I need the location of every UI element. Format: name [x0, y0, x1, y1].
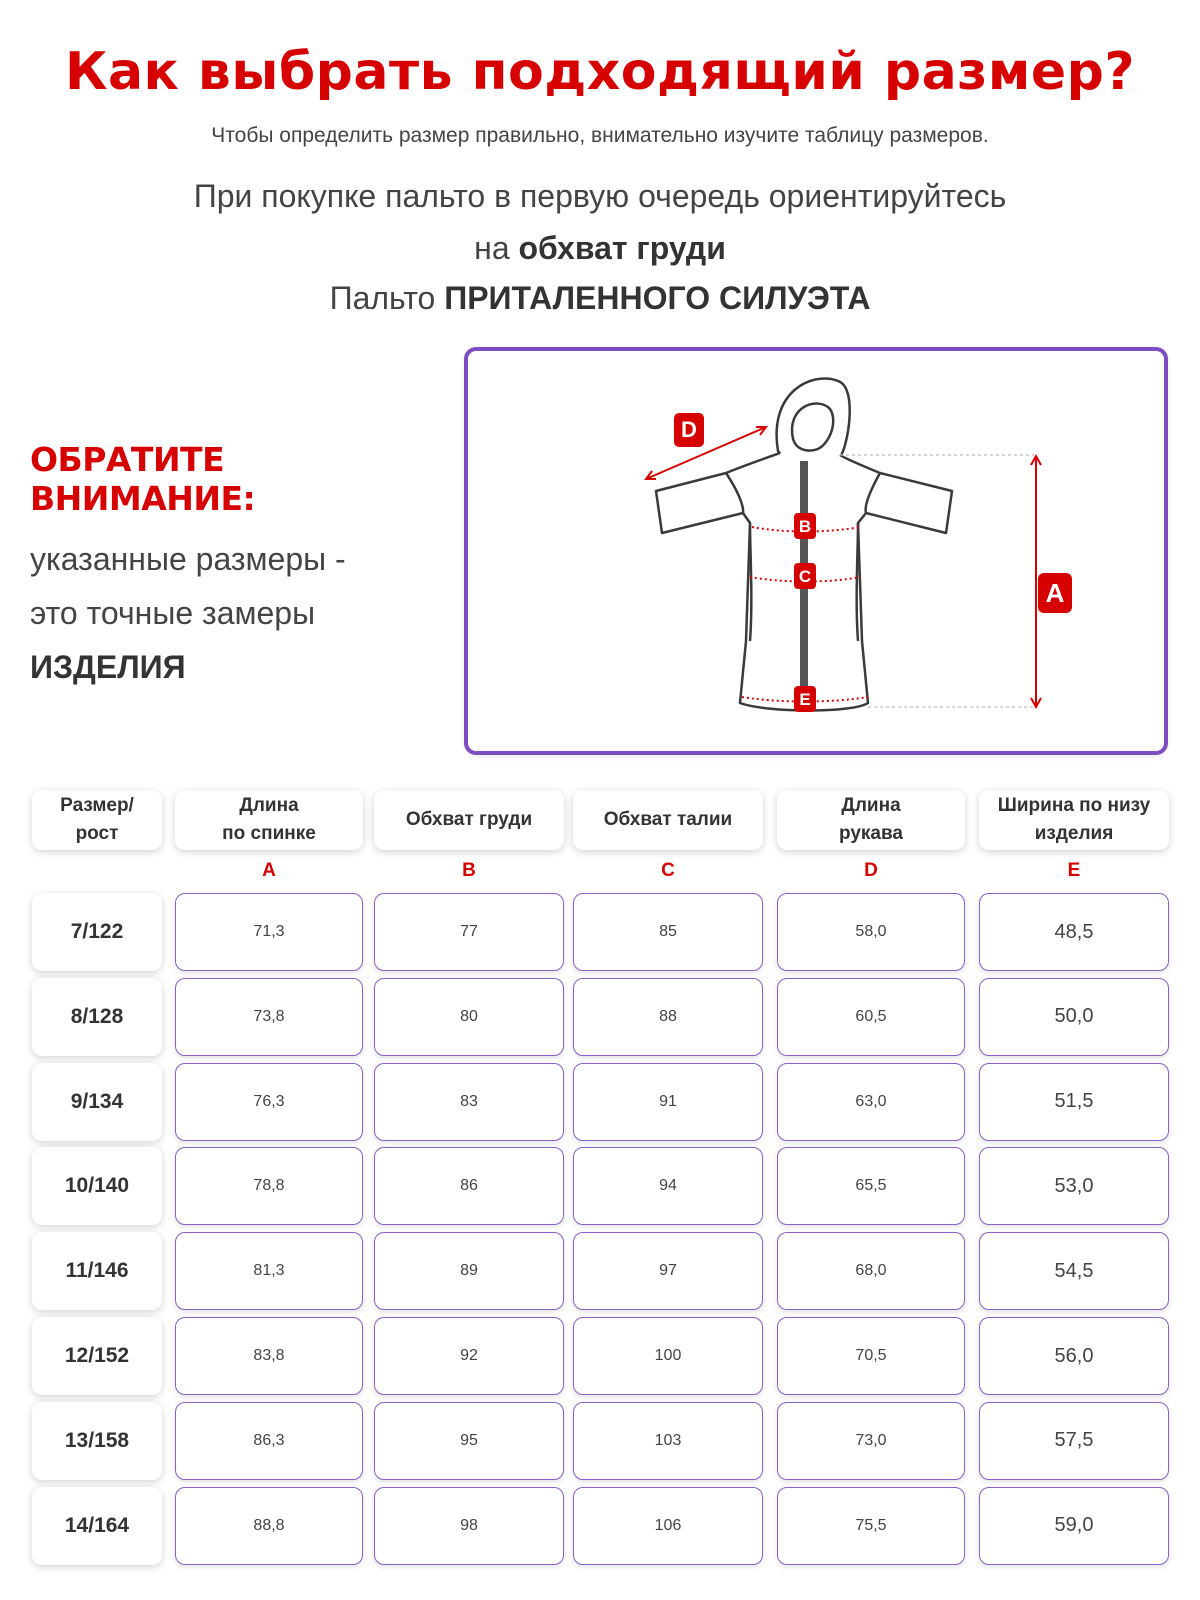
table-cell: 86,3: [175, 1402, 363, 1480]
table-cell: 88,8: [175, 1487, 363, 1565]
column-letter: C: [661, 860, 675, 881]
attention-heading: ОБРАТИТЕ ВНИМАНИЕ:: [30, 440, 256, 518]
column-header-line: рост: [75, 823, 119, 844]
advice-prefix: на: [474, 230, 510, 266]
size-label: 7/122: [32, 893, 162, 971]
table-cell: 48,5: [979, 893, 1169, 971]
silhouette-text: [0, 280, 1200, 317]
table-cell: 83: [374, 1063, 564, 1141]
table-cell: 71,3: [175, 893, 363, 971]
table-cell: 98: [374, 1487, 564, 1565]
table-cell: 63,0: [777, 1063, 965, 1141]
size-label: 13/158: [32, 1402, 162, 1480]
table-cell: 68,0: [777, 1232, 965, 1310]
column-header-line: Длина: [841, 795, 901, 816]
table-cell: 97: [573, 1232, 763, 1310]
column-header-line: Обхват груди: [405, 809, 533, 830]
table-cell: 54,5: [979, 1232, 1169, 1310]
attention-note: [30, 440, 450, 694]
column-header-line: Ширина по низу: [997, 795, 1151, 816]
coat-diagram: [464, 347, 1168, 755]
advice-line-2: [0, 222, 1200, 274]
column-header: [374, 790, 564, 850]
advice-line-1: При покупке пальто в первую очередь ориентируйтесь: [193, 178, 1007, 214]
attention-line-1: указанные размеры -: [30, 541, 346, 577]
table-cell: 58,0: [777, 893, 965, 971]
column-header-line: рукава: [839, 823, 903, 844]
table-cell: 100: [573, 1317, 763, 1395]
table-cell: 88: [573, 978, 763, 1056]
column-header-label: [839, 792, 903, 848]
table-cell: 65,5: [777, 1147, 965, 1225]
size-label: 14/164: [32, 1487, 162, 1565]
column-header-label: [604, 806, 733, 834]
page-subtitle: Чтобы определить размер правильно, внимательно изучите таблицу размеров.: [211, 124, 989, 147]
svg-text:D: D: [681, 417, 697, 442]
column-header: [175, 790, 363, 850]
table-cell: 94: [573, 1147, 763, 1225]
table-cell: 95: [374, 1402, 564, 1480]
column-letter: D: [864, 860, 878, 881]
table-cell: 70,5: [777, 1317, 965, 1395]
size-label: 12/152: [32, 1317, 162, 1395]
svg-text:A: A: [1045, 578, 1065, 608]
column-header-line: Размер/: [60, 795, 134, 816]
table-cell: 50,0: [979, 978, 1169, 1056]
size-label: 11/146: [32, 1232, 162, 1310]
column-header-line: изделия: [1034, 823, 1114, 844]
table-cell: 80: [374, 978, 564, 1056]
table-cell: 86: [374, 1147, 564, 1225]
table-cell: 106: [573, 1487, 763, 1565]
column-header-label: [222, 792, 316, 848]
marker-badges: [674, 413, 1072, 712]
size-label: 10/140: [32, 1147, 162, 1225]
svg-text:E: E: [799, 690, 811, 709]
table-cell: 83,8: [175, 1317, 363, 1395]
table-cell: 59,0: [979, 1487, 1169, 1565]
table-cell: 73,0: [777, 1402, 965, 1480]
column-header: [777, 790, 965, 850]
column-letter: A: [262, 860, 276, 881]
column-header-label: [998, 792, 1150, 848]
table-cell: 89: [374, 1232, 564, 1310]
table-cell: 60,5: [777, 978, 965, 1056]
column-header-line: Длина: [239, 795, 299, 816]
table-cell: 77: [374, 893, 564, 971]
advice-strong: обхват груди: [518, 230, 726, 266]
size-label: 9/134: [32, 1063, 162, 1141]
svg-text:C: C: [798, 567, 812, 586]
table-cell: 56,0: [979, 1317, 1169, 1395]
column-header-label: [406, 806, 532, 834]
attention-line-2: это точные замеры: [30, 595, 316, 631]
attention-strong: ИЗДЕЛИЯ: [30, 649, 186, 685]
coat-diagram-svg: [468, 351, 1164, 751]
table-cell: 53,0: [979, 1147, 1169, 1225]
column-letter: E: [1067, 860, 1081, 881]
table-cell: 57,5: [979, 1402, 1169, 1480]
table-cell: 103: [573, 1402, 763, 1480]
column-header-line: по спинке: [222, 823, 316, 844]
size-label: 8/128: [32, 978, 162, 1056]
silhouette-prefix: Пальто: [329, 280, 436, 316]
column-header: [32, 790, 162, 850]
table-cell: 75,5: [777, 1487, 965, 1565]
column-header: [979, 790, 1169, 850]
column-header: [573, 790, 763, 850]
table-cell: 51,5: [979, 1063, 1169, 1141]
table-cell: 85: [573, 893, 763, 971]
page-title: Как выбрать подходящий размер?: [64, 42, 1136, 102]
column-header-line: Обхват талии: [603, 809, 733, 830]
advice-text: [0, 170, 1200, 274]
table-cell: 76,3: [175, 1063, 363, 1141]
table-cell: 73,8: [175, 978, 363, 1056]
table-cell: 92: [374, 1317, 564, 1395]
column-letter: B: [462, 860, 476, 881]
svg-text:B: B: [798, 517, 812, 536]
column-header-label: [60, 792, 134, 848]
silhouette-strong: ПРИТАЛЕННОГО СИЛУЭТА: [444, 280, 871, 316]
table-cell: 81,3: [175, 1232, 363, 1310]
table-cell: 91: [573, 1063, 763, 1141]
table-cell: 78,8: [175, 1147, 363, 1225]
